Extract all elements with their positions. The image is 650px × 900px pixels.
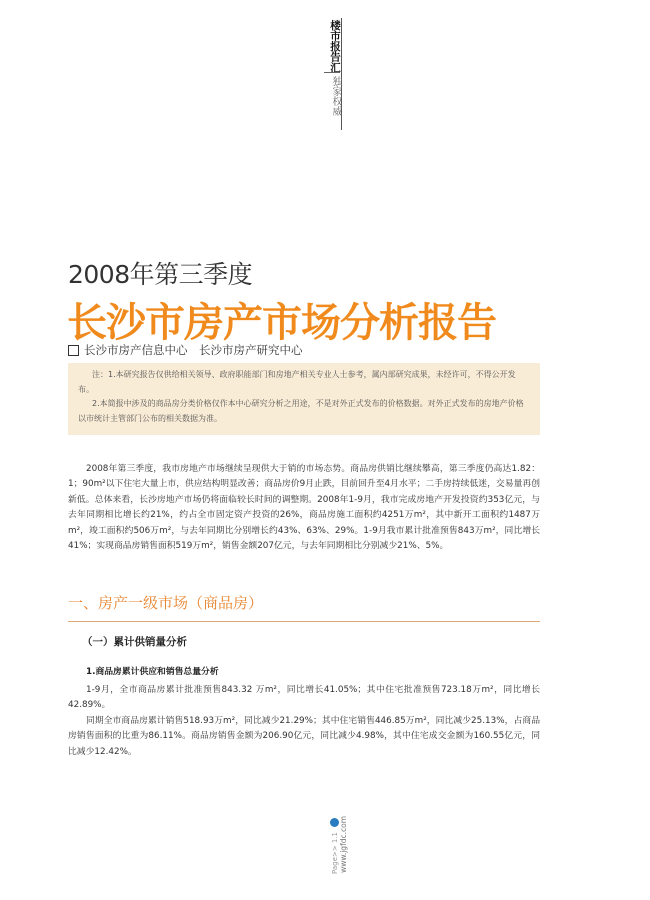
side-tab-rule <box>324 72 340 73</box>
body-paragraph: 同期全市商品房累计销售518.93万m²，同比减少21.29%；其中住宅销售446.85万m²，同比减少25.13%，占商品房销售面积的比重为86.11%。商品房销售金额为206.90亿元，同比减少4.98%，其中住宅成交金额为160.55亿元，同比减少12.42%。 <box>68 715 540 757</box>
footer-page-number: Page>> 1.1 <box>331 832 339 875</box>
section-tab-title: 楼市报告汇 <box>329 20 341 73</box>
authors-text: 长沙市房产信息中心 长沙市房产研究中心 <box>84 343 303 357</box>
section-tab-subtitle: 独家权威 <box>330 76 341 116</box>
body-paragraph: 1-9月，全市商品房累计批准预售843.32 万m²，同比增长41.05%；其中住宅批准预售723.18万m²，同比增长42.89%。 <box>68 685 540 711</box>
checkbox-square-icon <box>68 345 79 356</box>
footer-url: www.jgfdc.com <box>339 816 348 873</box>
intro-text: 2008年第三季度，我市房地产市场继续呈现供大于销的市场态势。商品房供销比继续攀高，第三季度仍高达1.82：1；90m²以下住宅大量上市，供应结构明显改善；商品房价9月止跌，目前回升至4月水平；二手房持续低迷，交易量再创新低。总体来看，长沙房地产市场仍将面临较长时间的调整期。2008年1-9月，我市完成房地产开发投资约353亿元，与去年同期相比增长约21%，约占全市固定资产投资的26%，商品房施工面积约4251万m²，其中新开工面积约1487万m²，竣工面积约506万m²，与去年同期比分别增长约43%、63%、29%。1-9月我市累计批准预售843万m²，同比增长41%；实现商品房销售面积519万m²，销售金额207亿元，与去年同期相比分别减少21%、5%。 <box>68 464 540 552</box>
report-main-title: 长沙市房产市场分析报告 <box>67 299 496 346</box>
authors-line <box>68 342 303 358</box>
section-heading: 一、房产一级市场（商品房） <box>68 594 264 612</box>
side-divider <box>341 18 342 130</box>
note-item: 注：1.本研究报告仅供给相关领导、政府职能部门和房地产相关专业人士参考，属内部研究成果，未经许可，不得公开发布。 <box>78 370 516 394</box>
intro-paragraph <box>68 462 540 554</box>
section-body <box>68 683 540 760</box>
subsection-heading: （一）累计供销量分析 <box>82 636 187 648</box>
note-item: 2.本简报中涉及的商品房分类价格仅作本中心研究分析之用途，不是对外正式发布的价格数据。对外正式发布的房地产价格以市统计主管部门公布的相关数据为准。 <box>78 399 524 423</box>
subsubsection-heading: 1.商品房累计供应和销售总量分析 <box>86 667 219 677</box>
footer-dot-icon <box>330 818 339 827</box>
report-period-title: 2008年第三季度 <box>68 260 253 289</box>
disclaimer-note <box>68 363 540 435</box>
section-heading-rule <box>68 621 540 622</box>
